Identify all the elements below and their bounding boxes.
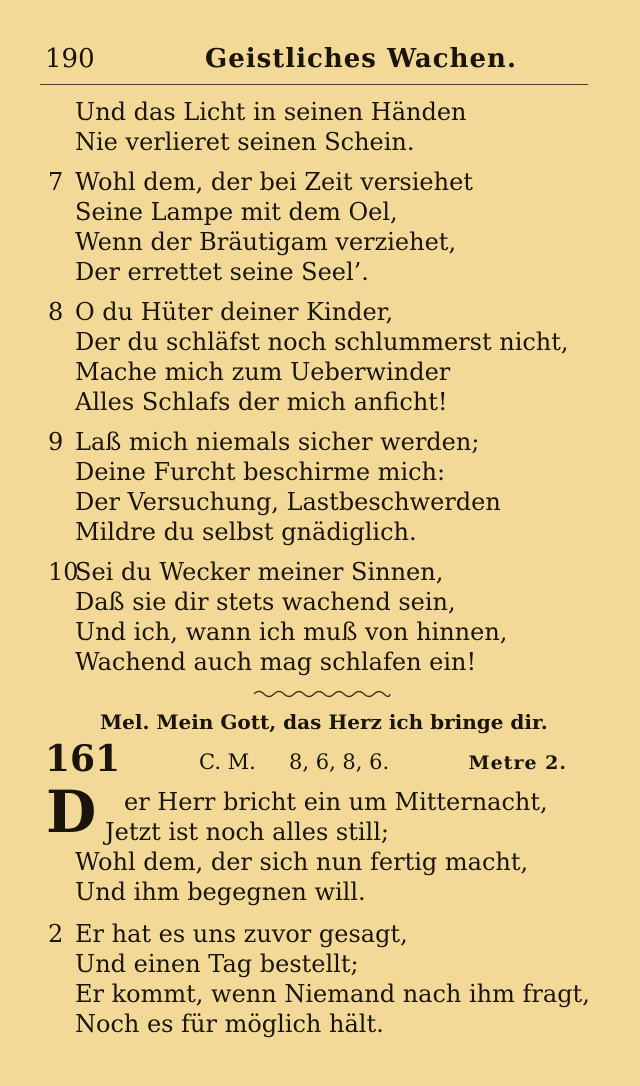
verse-line: Daß sie dir stets wachend sein,	[75, 588, 456, 616]
verse-line: Der du schläfst noch schlummerst nicht,	[75, 328, 569, 356]
verse-line: Und das Licht in seinen Händen	[75, 98, 467, 126]
verse-line: Und einen Tag bestellt;	[75, 950, 359, 978]
hymn-meter-numbers: 8, 6, 8, 6.	[289, 750, 390, 774]
verse-line: Deine Furcht beschirme mich:	[75, 458, 446, 486]
verse-line: Er hat es uns zuvor gesagt,	[75, 920, 408, 948]
hymn-meter: C. M.	[199, 750, 256, 774]
verse-line: Sei du Wecker meiner Sinnen,	[75, 558, 444, 586]
page-header	[45, 44, 590, 80]
verse-line: Der Versuchung, Lastbeschwerden	[75, 488, 501, 516]
verse-line: Wenn der Bräutigam verziehet,	[75, 228, 457, 256]
verse-line: Laß mich niemals sicher werden;	[75, 428, 480, 456]
verse-line: Seine Lampe mit dem Oel,	[75, 198, 398, 226]
hymn-heading	[45, 738, 585, 782]
verse-line: Und ihm begegnen will.	[75, 878, 366, 906]
verse-line: Noch es für möglich hält.	[75, 1010, 384, 1038]
verse-line: Nie verlieret seinen Schein.	[75, 128, 415, 156]
wavy-divider-ornament	[252, 687, 392, 701]
verse-line: Mildre du selbst gnädiglich.	[75, 518, 417, 546]
verse-number: 7	[48, 168, 64, 196]
verse-line: er Herr bricht ein um Mitternacht,	[124, 788, 548, 816]
verse-line: Mache mich zum Ueberwinder	[75, 358, 451, 386]
verse-line: Wachend auch mag schlafen ein!	[75, 648, 477, 676]
melody-line: Mel. Mein Gott, das Herz ich bringe dir.	[100, 710, 548, 734]
verse-line: Und ich, wann ich muß von hinnen,	[75, 618, 508, 646]
verse-line: O du Hüter deiner Kinder,	[75, 298, 394, 326]
verse-line: Alles Schlafs der mich anficht!	[75, 388, 448, 416]
page-number: 190	[45, 44, 95, 74]
header-rule	[40, 84, 588, 85]
verse-number: 8	[48, 298, 64, 326]
verse-number: 9	[48, 428, 64, 456]
verse-number: 2	[48, 920, 64, 948]
verse-line: Wohl dem, der bei Zeit versiehet	[75, 168, 473, 196]
hymn-metre-label: Metre 2.	[468, 752, 567, 774]
drop-cap: D	[46, 778, 97, 846]
verse-number: 10	[48, 558, 79, 586]
verse-line: Der errettet seine Seel’.	[75, 258, 369, 286]
running-title: Geistliches Wachen.	[205, 44, 518, 74]
verse-line: Er kommt, wenn Niemand nach ihm fragt,	[75, 980, 590, 1008]
hymn-number: 161	[45, 738, 121, 780]
verse-line: Wohl dem, der sich nun fertig macht,	[75, 848, 529, 876]
verse-line: Jetzt ist noch alles still;	[105, 818, 389, 846]
